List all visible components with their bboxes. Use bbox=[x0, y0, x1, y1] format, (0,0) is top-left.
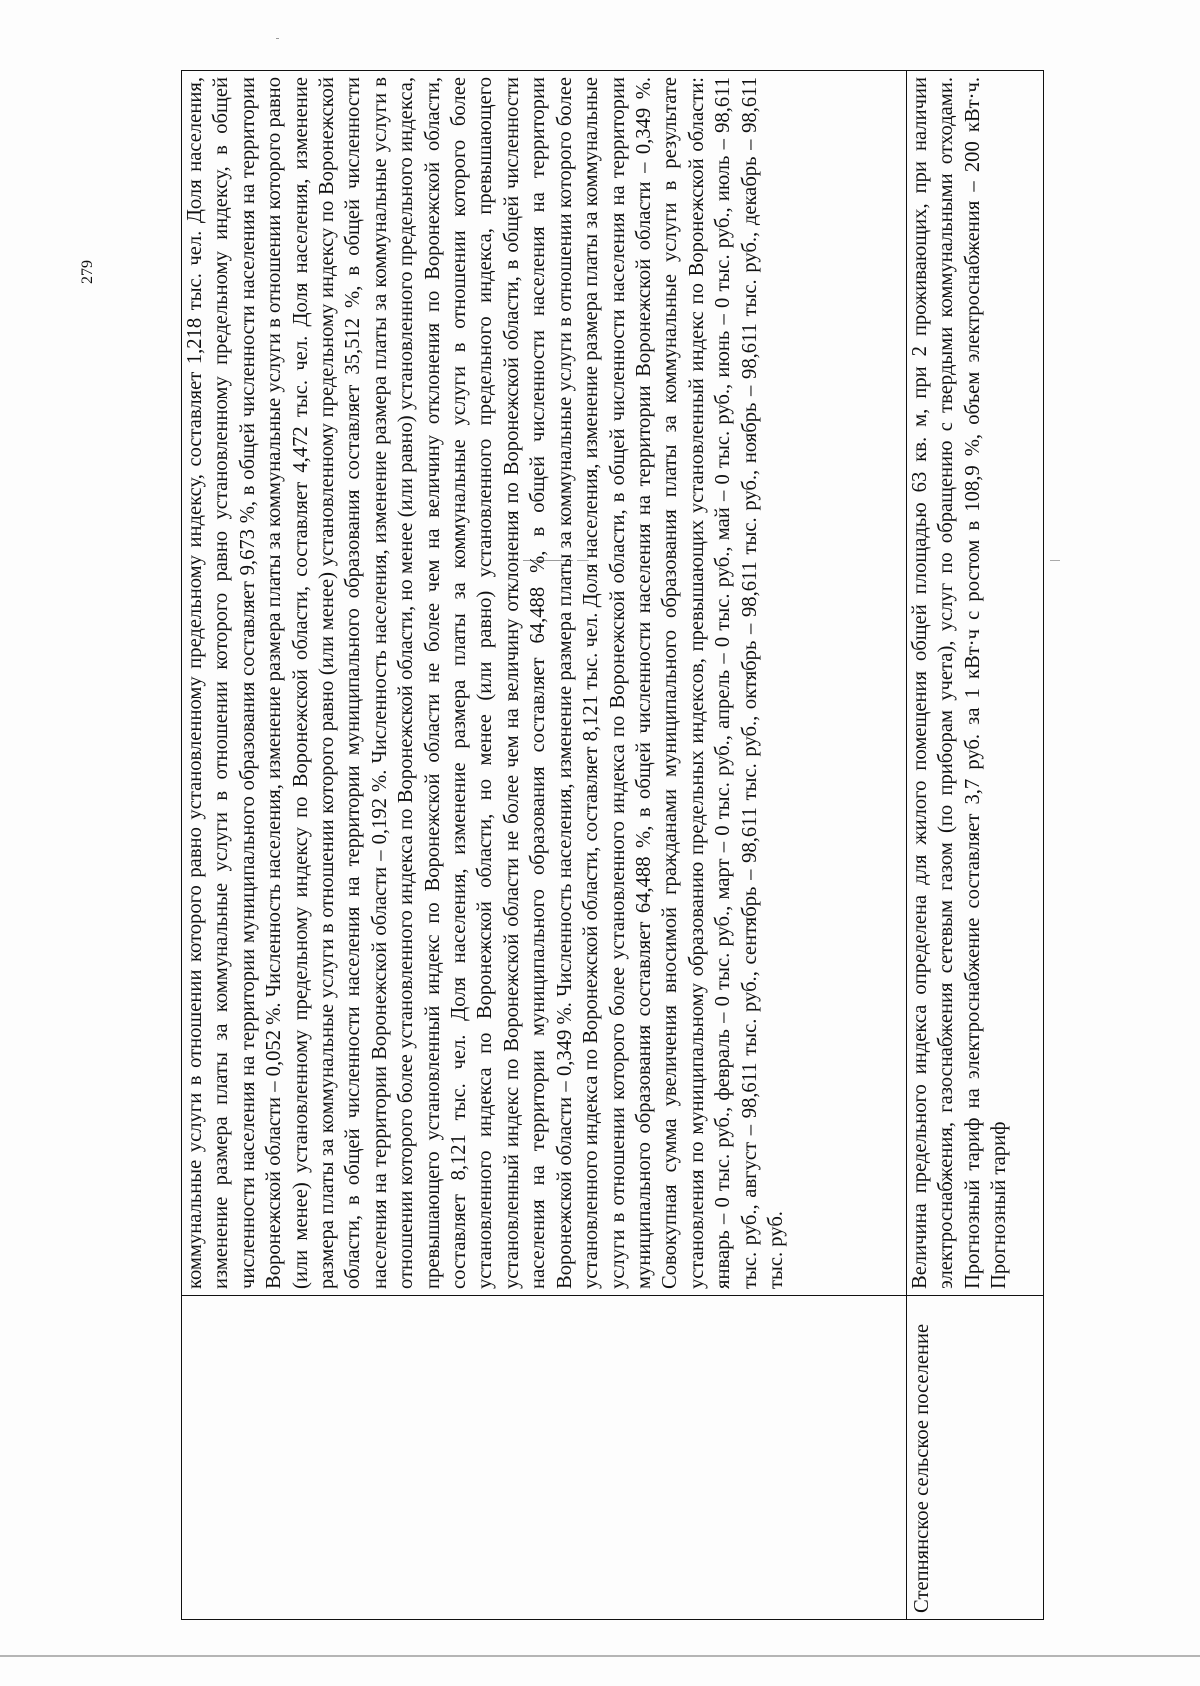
scan-artifact-line bbox=[1050, 560, 1060, 561]
municipality-cell bbox=[182, 1296, 907, 1620]
municipality-name: Степнянское сельское поселение bbox=[911, 1323, 933, 1613]
document-table bbox=[181, 70, 1044, 1620]
table-row bbox=[907, 71, 1044, 1620]
description-cell bbox=[907, 71, 1044, 1296]
table-row bbox=[182, 71, 907, 1620]
municipality-name bbox=[182, 1302, 184, 1613]
page-number: 279 bbox=[79, 260, 96, 284]
scan-page-edge bbox=[0, 1655, 1200, 1657]
municipality-cell bbox=[907, 1296, 1044, 1620]
description-text: Величина предельного индекса определена для жилого помещения общей площадью 63 кв. м, при 2 проживающих, при наличии электроснабжения, газоснабжения сетевым газом (по приборам учета), услуг по обращению с твердыми коммунальными отходами. Прогнозный тариф на электроснабжение составляет 3,7 руб. за 1 кВт·ч с ростом в 108,9 %, объем электроснабжения – 200 кВт·ч. Прогнозный тариф bbox=[909, 77, 1011, 1289]
rotated-table bbox=[181, 70, 1043, 1620]
description-text: коммунальные услуги в отношении которого равно установленному предельному индексу, составляет 1,218 тыс. чел. Доля населения, изменение размера платы за коммунальные услуги в отношении которого равно установленному предельному индексу, в общей численности населения на территории муниципального образования составляет 9,673 %, в общей численности населения на территории Воронежской области – 0,052 %. Численность населения, изменение размера платы за коммунальные услуги в отношении которого равно (или менее) установленному предельному индексу по Воронежской области, составляет 4,472 тыс. чел. Доля населения, изменение размера платы за коммунальные услуги в отношении которого равно (или менее) установленному предельному индексу по Воронежской области, в общей численности населения на территории муниципального образования составляет 35,512 %, в общей численности населения на территории Воронежской области – 0,192 %. Численность населения, изменение размера платы за коммунальные услуги в отношении которого более установленного индекса по Воронежской области, но менее (или равно) установленного предельного индекса, превышающего установленный индекс по Воронежской области не более чем на величину отклонения по Воронежской области, составляет 8,121 тыс. чел. Доля населения, изменение размера платы за коммунальные услуги в отношении которого более установленного индекса по Воронежской области, но менее (или равно) установленного предельного индекса, превышающего установленный индекс по Воронежской области не более чем на величину отклонения по Воронежской области, в общей численности населения на территории муниципального образования составляет 64,488 %, в общей численности населения на территории Воронежской области – 0,349 %. Численность населения, изменение размера платы за коммунальные услуги в отношении которого более установленного индекса по Воронежской области, составляет 8,121 тыс. чел. Доля населения, изменение размера платы за коммунальные услуги в отношении которого более установленного индекса по Воронежской области, в общей численности населения на территории муниципального образования составляет 64,488 %, в общей численности населения на территории Воронежской области – 0,349 %. Совокупная сумма увеличения вносимой гражданами муниципального образования платы за коммунальные услуги в результате установления по муниципальному образованию предельных индексов, превышающих установленный индекс по Воронежской области: январь – 0 тыс. руб., февраль – 0 тыс. руб., март – 0 тыс. руб., апрель – 0 тыс. руб., май – 0 тыс. руб., июнь – 0 тыс. руб., июль – 98,611 тыс. руб., август – 98,611 тыс. руб., сентябрь – 98,611 тыс. руб., октябрь – 98,611 тыс. руб., ноябрь – 98,611 тыс. руб., декабрь – 98,611 тыс. руб. bbox=[184, 77, 787, 1289]
scan-artifact-dot bbox=[276, 38, 279, 39]
description-cell bbox=[182, 71, 907, 1296]
